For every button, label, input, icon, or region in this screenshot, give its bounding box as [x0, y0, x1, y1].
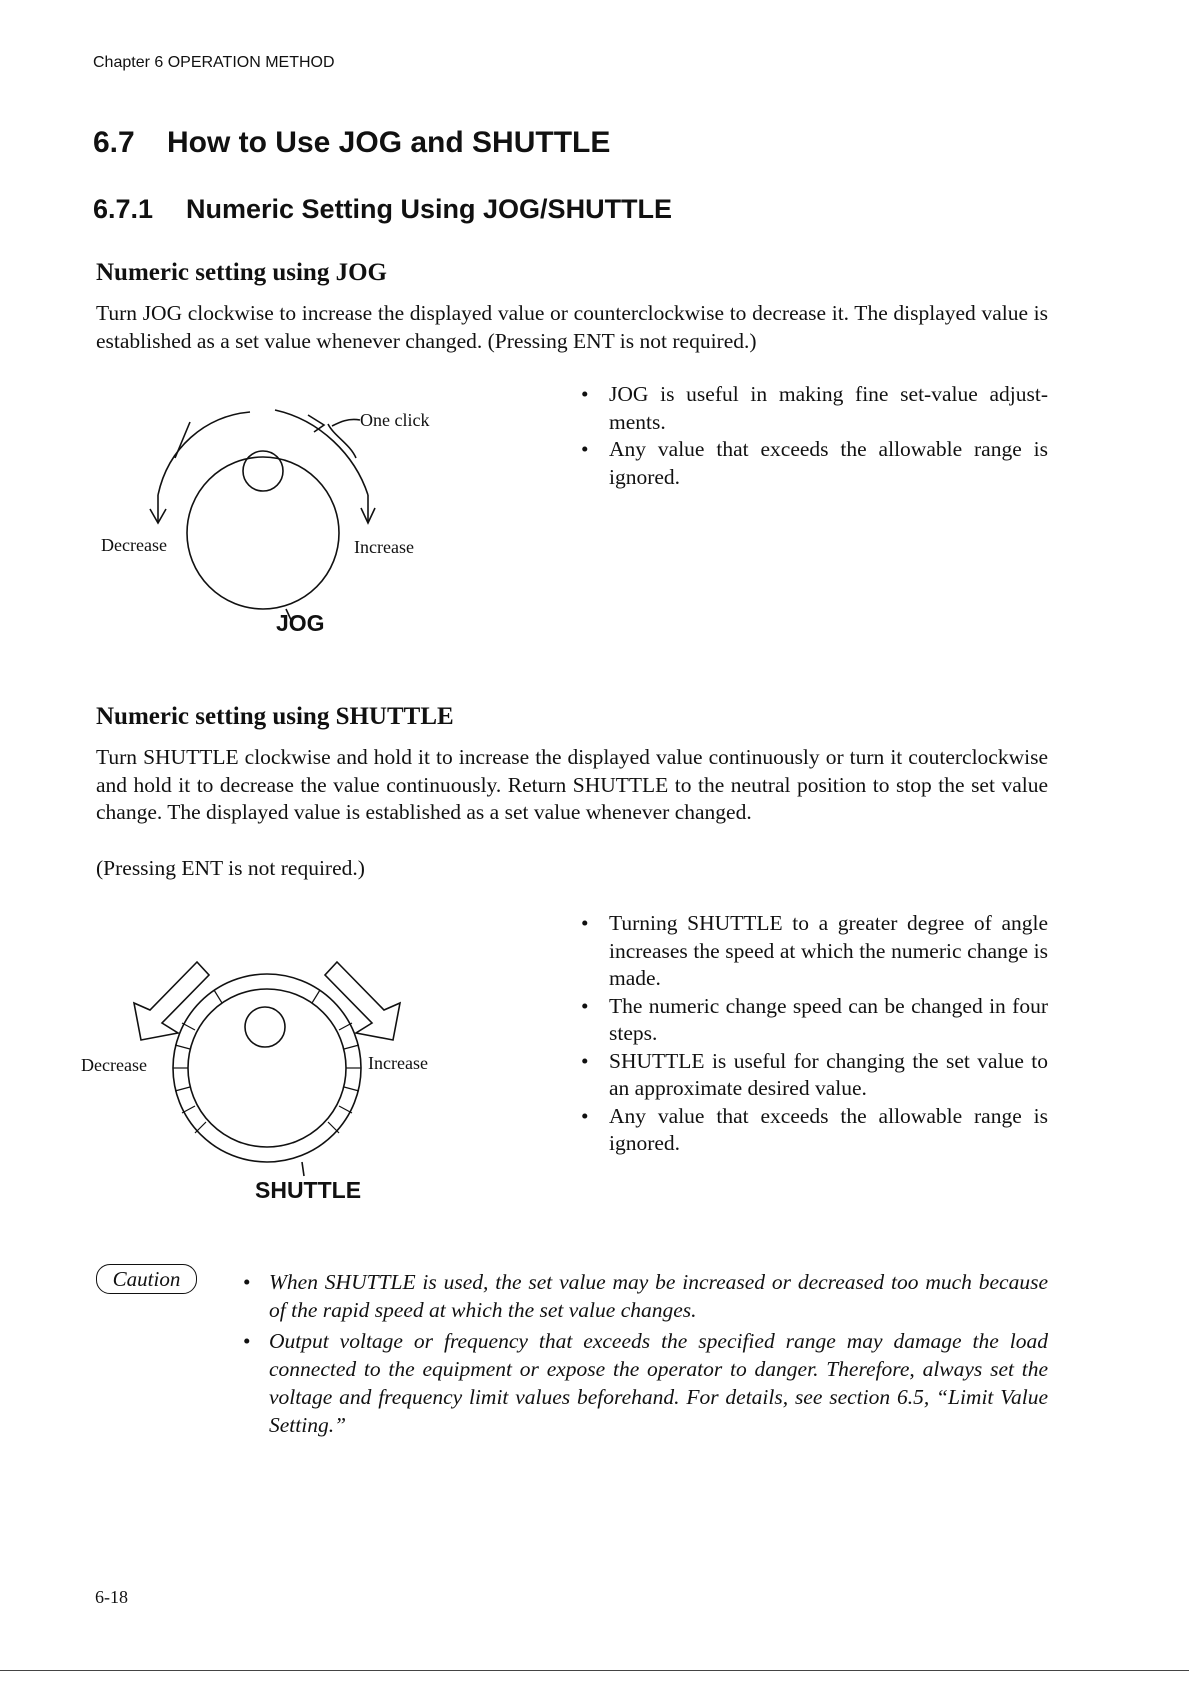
- shuttle-figure-title: SHUTTLE: [255, 1177, 362, 1203]
- jog-click-leader: [332, 419, 360, 426]
- shuttle-pointer: [302, 1162, 304, 1176]
- list-item: • When SHUTTLE is used, the set value may be increased or decreased too much because of the rapid speed at which the set value changes.: [241, 1268, 1048, 1324]
- shuttle-label-increase: Increase: [368, 1053, 428, 1073]
- list-item: • Output voltage or frequency that exceeds the specified range may damage the load connected to the equipment or expose the operator to danger. Therefore, always set the voltage and frequency limit values beforehand. For details, see section 6.5, “Limit Value Setting.”: [241, 1327, 1048, 1439]
- jog-figure-title: JOG: [276, 610, 325, 636]
- bottom-rule: [0, 1670, 1189, 1671]
- list-item: • Any value that exceeds the allowable range is ignored.: [573, 1103, 1048, 1158]
- list-item: • Turning SHUTTLE to a greater degree of angle increases the speed at which the numeric change is made.: [573, 910, 1048, 993]
- subsection-number: 6.7.1: [93, 194, 154, 224]
- subsection-title: Numeric Setting Using JOG/SHUTTLE: [186, 194, 673, 224]
- jog-bullet-list: [573, 381, 1048, 491]
- caution-list: [241, 1268, 1048, 1442]
- jog-label-decrease: Decrease: [101, 535, 167, 555]
- shuttle-ring-outer: [173, 974, 361, 1162]
- jog-label-increase: Increase: [354, 537, 414, 557]
- shuttle-increase-arrow-icon: [325, 962, 400, 1040]
- shuttle-finger-hole-icon: [245, 1007, 285, 1047]
- list-item: • SHUTTLE is useful for changing the set value to an approximate desired value.: [573, 1048, 1048, 1103]
- jog-heading: Numeric setting using JOG: [96, 259, 387, 286]
- list-item: • The numeric change speed can be changed in four steps.: [573, 993, 1048, 1048]
- shuttle-heading: Numeric setting using SHUTTLE: [96, 703, 454, 730]
- shuttle-paragraph-note: (Pressing ENT is not required.): [96, 856, 365, 880]
- caution-label: Caution: [96, 1264, 197, 1294]
- shuttle-label-decrease: Decrease: [81, 1055, 147, 1075]
- section-heading: [93, 126, 610, 160]
- jog-decrease-arrow-icon: [158, 412, 250, 495]
- list-item: • Any value that exceeds the allowable range is ignored.: [573, 436, 1048, 491]
- jog-label-one-click: One click: [360, 410, 430, 430]
- shuttle-decrease-arrow-icon: [134, 962, 209, 1040]
- subsection-heading: [93, 194, 672, 225]
- section-title: How to Use JOG and SHUTTLE: [167, 126, 611, 159]
- running-head: Chapter 6 OPERATION METHOD: [93, 54, 335, 71]
- list-item: • JOG is useful in making fine set-value adjust- ments.: [573, 381, 1048, 436]
- page-number: 6-18: [95, 1587, 128, 1607]
- jog-dial: [187, 457, 339, 609]
- shuttle-bullet-list: [573, 910, 1048, 1158]
- jog-paragraph: Turn JOG clockwise to increase the displayed value or counterclockwise to decrease it. The displayed value is established as a set value whenever changed. (Pressing ENT is not required.): [96, 301, 1048, 353]
- shuttle-paragraph: Turn SHUTTLE clockwise and hold it to increase the displayed value continuously or turn it couterclockwise and hold it to decrease the value continuously. Return SHUTTLE to the neutral position to stop the set value change. The displayed value is established as a set value whenever changed.: [96, 745, 1048, 824]
- shuttle-diagram: [0, 0, 1, 1]
- section-number: 6.7: [93, 126, 135, 159]
- shuttle-ring-inner: [188, 989, 346, 1147]
